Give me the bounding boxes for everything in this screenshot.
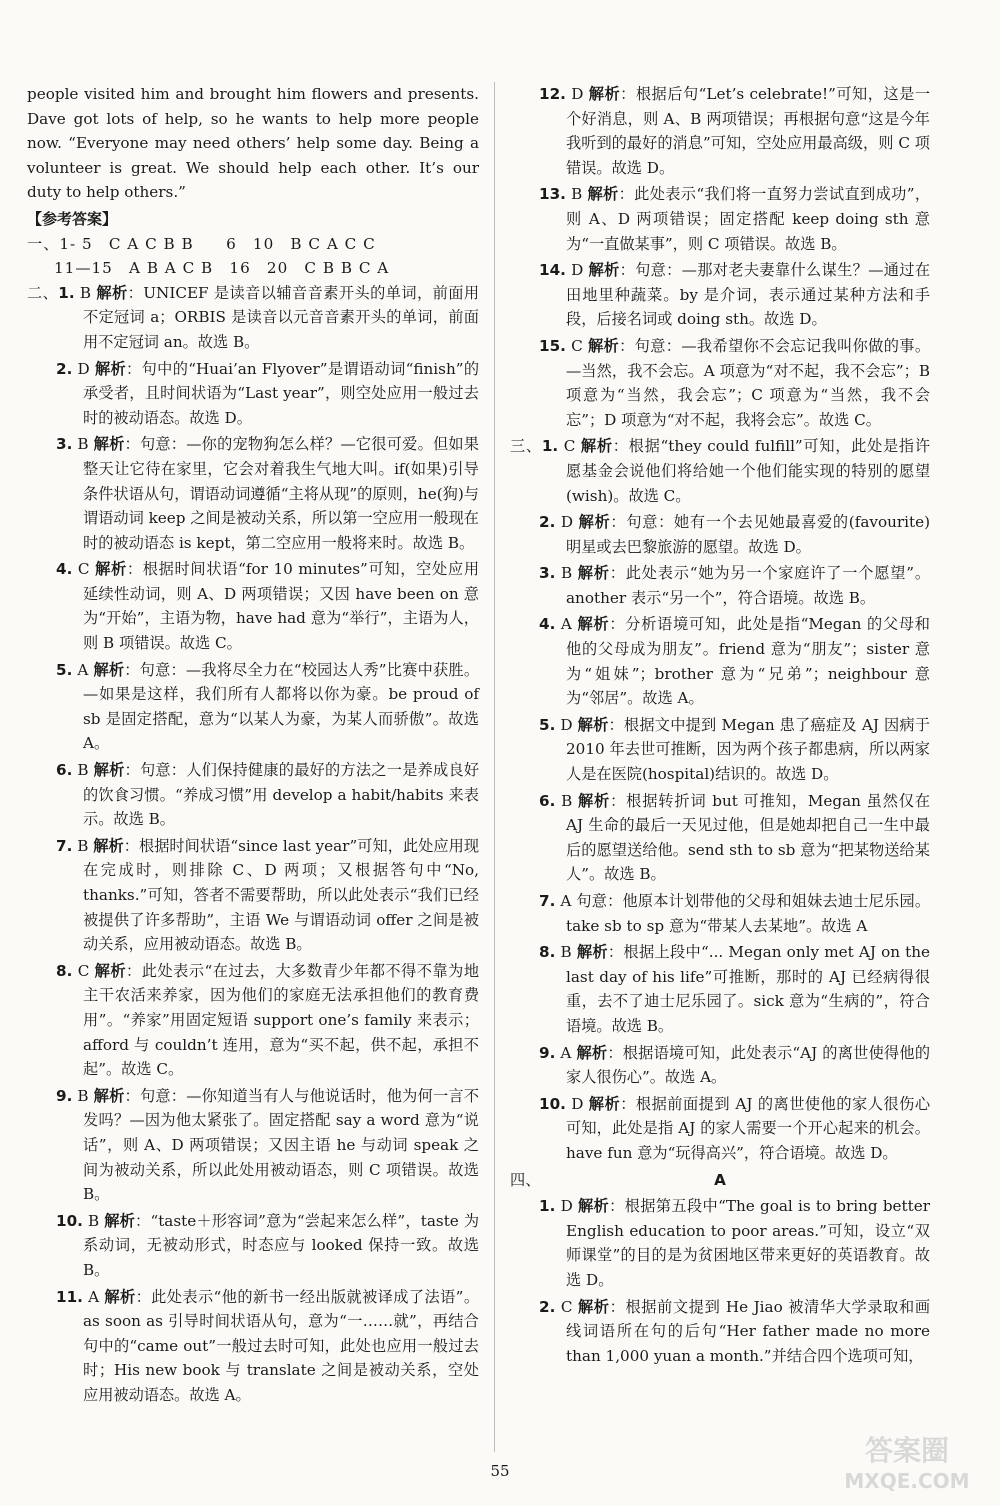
answer-letter: D bbox=[571, 85, 584, 103]
question-number: 2. bbox=[539, 1297, 556, 1316]
explanation-text: ：根据语境可知，此处表示“AJ 的离世使得他的家人很伤心”。故选 A。 bbox=[566, 1043, 931, 1087]
explanation-item bbox=[510, 1194, 930, 1292]
question-number: 4. bbox=[56, 560, 73, 579]
section-4-prefix: 四、 bbox=[510, 1170, 541, 1189]
answer-key-heading: 【参考答案】 bbox=[27, 209, 118, 228]
svg-text:答案圈: 答案圈 bbox=[864, 1434, 950, 1467]
explanation-tag: 解析 bbox=[93, 435, 125, 454]
explanation-item bbox=[510, 334, 930, 432]
right-column bbox=[510, 82, 930, 1370]
explanation-tag: 解析 bbox=[93, 660, 125, 679]
answer-letter: B bbox=[561, 791, 573, 810]
explanation-item bbox=[27, 834, 479, 957]
explanation-text: ：根据时间状语“since last year”可知，此处应用现在完成时，则排除 C、D 两项；又根据答句中“No, thanks.”可知，答者不需要帮助，所以此处表示“我们已经被提供了许多帮助”，主语 We 与谓语动词 offer 之间是被动关系，应用被动语态。故选 B。 bbox=[83, 836, 480, 954]
explanation-item bbox=[510, 258, 930, 332]
answer-letter: B bbox=[77, 836, 89, 855]
answer-letter: C bbox=[77, 560, 90, 579]
explanation-tag: 解析 bbox=[577, 564, 610, 583]
answer-letter: B bbox=[560, 943, 572, 962]
explanation-item bbox=[510, 889, 930, 938]
explanation-tag: 解析 bbox=[93, 836, 124, 855]
explanation-text: ：根据时间状语“for 10 minutes”可知，空处应用延续性动词，则 A、D 两项错误；又因 have been on 意为“开始”，主语为物，have had 意为“举行”，主语为人，则 B 项错误。故选 C。 bbox=[83, 560, 480, 653]
answer-letter: D bbox=[560, 715, 573, 734]
answer-key-row: 11—15 A B A C B 16 20 C B B C A bbox=[54, 259, 390, 278]
explanation-text: ：根据后句“Let’s celebrate!”可知，这是一个好消息，则 A、B 两项错误；再根据句意“这是今年我听到的最好的消息”可知，空处应用最高级，则 C 项错误。故选 D。 bbox=[566, 85, 931, 177]
explanation-item bbox=[510, 713, 930, 787]
explanation-tag: 解析 bbox=[93, 761, 125, 780]
explanation-tag: 解析 bbox=[576, 1043, 608, 1062]
explanation-text: 句意：他原本计划带他的父母和姐妹去迪士尼乐园。take sb to sp 意为“带某人去某地”。故选 A bbox=[566, 892, 931, 935]
section-prefix: 二、 bbox=[27, 283, 59, 302]
question-number: 9. bbox=[56, 1086, 73, 1105]
answer-letter: C bbox=[571, 336, 583, 355]
question-number: 1. bbox=[58, 283, 75, 302]
answer-letter: B bbox=[77, 1086, 89, 1105]
explanation-tag: 解析 bbox=[577, 715, 609, 734]
explanation-item bbox=[510, 789, 930, 887]
explanation-item bbox=[510, 510, 930, 559]
explanation-tag: 解析 bbox=[94, 359, 127, 378]
explanation-item bbox=[510, 1295, 930, 1369]
explanation-text: ：根据转折词 but 可推知，Megan 虽然仅在 AJ 生命的最后一天见过他，但是她却把自己一生中最后的愿望送给他。send sth to sb 意为“把某物送给某人”。故选 B。 bbox=[566, 791, 931, 884]
question-number: 3. bbox=[539, 564, 556, 583]
question-number: 5. bbox=[539, 715, 556, 734]
explanation-tag: 解析 bbox=[93, 1086, 125, 1105]
question-number: 12. bbox=[539, 85, 566, 103]
question-number: 7. bbox=[539, 892, 556, 910]
question-number: 10. bbox=[539, 1094, 566, 1113]
question-number: 8. bbox=[539, 943, 556, 962]
explanation-item bbox=[510, 940, 930, 1038]
answer-letter: B bbox=[571, 185, 583, 204]
explanation-item bbox=[510, 1092, 930, 1166]
explanation-tag: 解析 bbox=[588, 85, 621, 103]
section-4-explanations bbox=[510, 1194, 930, 1368]
answer-letter: C bbox=[563, 437, 576, 456]
explanation-tag: 解析 bbox=[577, 1297, 610, 1316]
answer-letter: B bbox=[77, 761, 89, 780]
explanation-item bbox=[27, 1285, 479, 1408]
answer-letter: A bbox=[77, 660, 89, 679]
explanation-item bbox=[510, 1041, 930, 1090]
explanation-tag: 解析 bbox=[580, 437, 613, 456]
explanation-tag: 解析 bbox=[588, 1094, 621, 1113]
question-number: 7. bbox=[56, 836, 73, 855]
question-number: 3. bbox=[56, 435, 73, 454]
explanation-tag: 解析 bbox=[96, 283, 128, 302]
answer-letter: B bbox=[560, 564, 573, 583]
answer-letter: B bbox=[79, 283, 92, 302]
question-number: 10. bbox=[56, 1211, 83, 1230]
explanation-item bbox=[27, 357, 479, 431]
explanation-tag: 解析 bbox=[576, 943, 608, 962]
question-number: 1. bbox=[541, 437, 559, 456]
section-3-explanations bbox=[510, 434, 930, 1165]
explanation-text: ：根据文中提到 Megan 患了癌症及 AJ 因病于 2010 年去世可推断，因为两个孩子都患病，所以两家人是在医院(hospital)结识的。故选 D。 bbox=[566, 715, 930, 784]
question-number: 15. bbox=[539, 336, 566, 355]
explanation-text: ：UNICEF 是读音以辅音音素开头的单词，前面用不定冠词 a；ORBIS 是读音以元音音素开头的单词，前面用不定冠词 an。故选 B。 bbox=[83, 283, 480, 351]
explanation-item bbox=[27, 959, 479, 1082]
explanation-item bbox=[27, 1209, 479, 1283]
answer-letter: D bbox=[571, 1094, 584, 1113]
explanation-item bbox=[27, 281, 479, 355]
explanation-text: ：根据“they could fulfill”可知，此处是指许愿基金会说他们将给她一个他们能实现的特别的愿望(wish)。故选 C。 bbox=[566, 437, 931, 505]
question-number: 2. bbox=[539, 513, 556, 532]
passage-label: A bbox=[714, 1170, 726, 1189]
explanation-tag: 解析 bbox=[94, 961, 127, 980]
section-2-explanations bbox=[27, 281, 479, 1408]
explanation-text: ：此处表示“他的新书一经出版就被译成了法语”。as soon as 引导时间状语从句，意为“一……就”，再结合句中的“came out”一般过去时可知，此处也应用一般过去时；His new book 与 translate 之间是被动关系，空处应用被动语态。故选 A。 bbox=[83, 1287, 480, 1404]
question-number: 2. bbox=[56, 359, 73, 378]
explanation-tag: 解析 bbox=[577, 791, 611, 810]
left-column bbox=[27, 82, 479, 1409]
explanation-item bbox=[27, 557, 479, 655]
question-number: 14. bbox=[539, 261, 566, 280]
explanation-text: ：此处表示“她为另一个家庭许了一个愿望”。another 表示“另一个”，符合语境。故选 B。 bbox=[566, 564, 931, 607]
section-prefix: 三、 bbox=[510, 437, 542, 456]
explanation-item bbox=[27, 432, 479, 555]
explanation-tag: 解析 bbox=[577, 1197, 610, 1216]
explanation-text: ：根据前面提到 AJ 的离世使他的家人很伤心可知，此处是指 AJ 的家人需要一个开心起来的机会。have fun 意为“玩得高兴”，符合语境。故选 D。 bbox=[566, 1094, 931, 1162]
answer-letter: D bbox=[571, 261, 584, 280]
explanation-item bbox=[510, 434, 930, 508]
explanation-text: ：句意：—我将尽全力在“校园达人秀”比赛中获胜。—如果是这样，我们所有人都将以你为豪。be proud of sb 是固定搭配，意为“以某人为豪，为某人而骄傲”。故选 A。 bbox=[83, 660, 480, 753]
explanation-tag: 解析 bbox=[587, 336, 620, 355]
explanation-text: ：句意：—你知道当有人与他说话时，他为何一言不发吗？—因为他太紧张了。固定搭配 say a word 意为“说话”，则 A、D 两项错误；又因主语 he 与动词 speak 之间为被动关系，所以此处用被动语态，则 C 项错误。故选 B。 bbox=[83, 1086, 480, 1204]
svg-text:MXQE.COM: MXQE.COM bbox=[844, 1469, 970, 1493]
explanation-tag: 解析 bbox=[578, 513, 611, 532]
question-number: 8. bbox=[56, 961, 73, 980]
explanation-item bbox=[510, 82, 930, 180]
explanation-text: ：句意：—我希望你不会忘记我叫你做的事。—当然，我不会忘。A 项意为“对不起，我不会忘”；B 项意为“当然，我会忘”；C 项意为“当然，我不会忘”；D 项意为“对不起，我将会忘”。故选 C。 bbox=[566, 336, 931, 429]
explanation-tag: 解析 bbox=[95, 560, 127, 579]
question-number: 9. bbox=[539, 1043, 556, 1062]
explanation-text: ：句中的“Huai’an Flyover”是谓语动词“finish”的承受者，且时间状语为“Last year”，则空处应用一般过去时的被动语态。故选 D。 bbox=[83, 359, 480, 427]
explanation-text: ：根据前文提到 He Jiao 被清华大学录取和画线词语所在句的后句“Her father made no more than 1,000 yuan a month.”并结合四个选项可知， bbox=[566, 1297, 931, 1365]
answer-letter: D bbox=[560, 1197, 573, 1216]
question-number: 11. bbox=[56, 1287, 83, 1306]
answer-key-row: 一、1- 5 C A C B B 6 10 B C A C C bbox=[27, 234, 376, 253]
explanation-text: ：根据第五段中“The goal is to bring better English education to poor areas.”可知，设立“双师课堂”的目的是为贫困地区带来更好的英语教育。故选 D。 bbox=[566, 1197, 931, 1289]
answer-letter: C bbox=[560, 1297, 573, 1316]
explanation-text: ：“taste＋形容词”意为“尝起来怎么样”，taste 为系动词，无被动形式，时态应与 looked 保持一致。故选 B。 bbox=[83, 1211, 480, 1279]
explanation-tag: 解析 bbox=[104, 1211, 136, 1230]
watermark-logo bbox=[832, 1426, 982, 1498]
page-number: 55 bbox=[490, 1462, 510, 1480]
explanation-tag: 解析 bbox=[104, 1287, 136, 1306]
answer-letter: A bbox=[88, 1287, 100, 1306]
answer-letter: D bbox=[560, 513, 574, 532]
column-divider bbox=[494, 82, 495, 1452]
question-number: 1. bbox=[539, 1197, 556, 1216]
explanation-text: ：此处表示“在过去，大多数青少年都不得不靠为地主干农活来养家，因为他们的家庭无法承担他们的教育费用”。“养家”用固定短语 support one’s family 来表示；afford 与 couldn’t 连用，意为“买不起，供不起，承担不起”。故选 C。 bbox=[83, 961, 480, 1079]
explanation-item bbox=[27, 658, 479, 756]
explanation-item bbox=[510, 182, 930, 256]
explanation-text: ：根据上段中“... Megan only met AJ on the last day of his life”可推断，那时的 AJ 已经病得很重，去不了迪士尼乐园了。sick 意为“生病的”，符合语境。故选 B。 bbox=[566, 943, 931, 1035]
answer-letter: C bbox=[77, 961, 90, 980]
answer-letter: A bbox=[560, 892, 572, 910]
answer-letter: A bbox=[560, 615, 572, 634]
question-number: 6. bbox=[56, 761, 73, 780]
explanation-text: ：句意：—那对老夫妻靠什么谋生？—通过在田地里种蔬菜。by 是介词，表示通过某种方法和手段，后接名词或 doing sth。故选 D。 bbox=[566, 261, 931, 329]
explanation-item bbox=[510, 561, 930, 610]
explanation-text: ：分析语境可知，此处是指“Megan 的父母和他的父母成为朋友”。friend 意为“朋友”；sister 意为“姐妹”；brother 意为“兄弟”；neighbour 意为“邻居”。故选 A。 bbox=[566, 615, 930, 708]
explanation-text: ：句意：人们保持健康的最好的方法之一是养成良好的饮食习惯。“养成习惯”用 develop a habit/habits 来表示。故选 B。 bbox=[83, 761, 480, 829]
answer-letter: B bbox=[87, 1211, 100, 1230]
explanation-text: ：此处表示“我们将一直努力尝试直到成功”，则 A、D 两项错误；固定搭配 keep doing sth 意为“一直做某事”，则 C 项错误。故选 B。 bbox=[566, 185, 931, 253]
explanation-item bbox=[510, 612, 930, 710]
question-number: 13. bbox=[539, 185, 566, 204]
explanation-tag: 解析 bbox=[577, 615, 610, 634]
section-2-explanations-cont bbox=[510, 82, 930, 432]
explanation-text: ：句意：她有一个去见她最喜爱的(favourite)明星或去巴黎旅游的愿望。故选 D。 bbox=[566, 513, 931, 556]
section-4-heading bbox=[510, 1168, 930, 1193]
passage-ending: people visited him and brought him flowers and presents. Dave got lots of help, so he wants to help more people now. “Everyone may need others’ help some day. Being a volunteer is great. We should help each other. It’s our duty to help others.” bbox=[27, 85, 479, 202]
explanation-tag: 解析 bbox=[588, 261, 620, 280]
question-number: 4. bbox=[539, 615, 556, 634]
explanation-tag: 解析 bbox=[587, 185, 619, 204]
question-number: 6. bbox=[539, 791, 556, 810]
answer-letter: B bbox=[77, 435, 89, 454]
explanation-item bbox=[27, 1084, 479, 1207]
answer-letter: A bbox=[560, 1043, 572, 1062]
explanation-text: ：句意：—你的宠物狗怎么样？—它很可爱。但如果整天让它待在家里，它会对着我生气地大叫。if(如果)引导条件状语从句，谓语动词遵循“主将从现”的原则，he(狗)与谓语动词 keep 之间是被动关系，所以第一空应用一般现在时的被动语态 is kept，第二空应用一般将来时。故选 B。 bbox=[83, 435, 480, 552]
question-number: 5. bbox=[56, 660, 73, 679]
explanation-item bbox=[27, 758, 479, 832]
answer-letter: D bbox=[77, 359, 90, 378]
